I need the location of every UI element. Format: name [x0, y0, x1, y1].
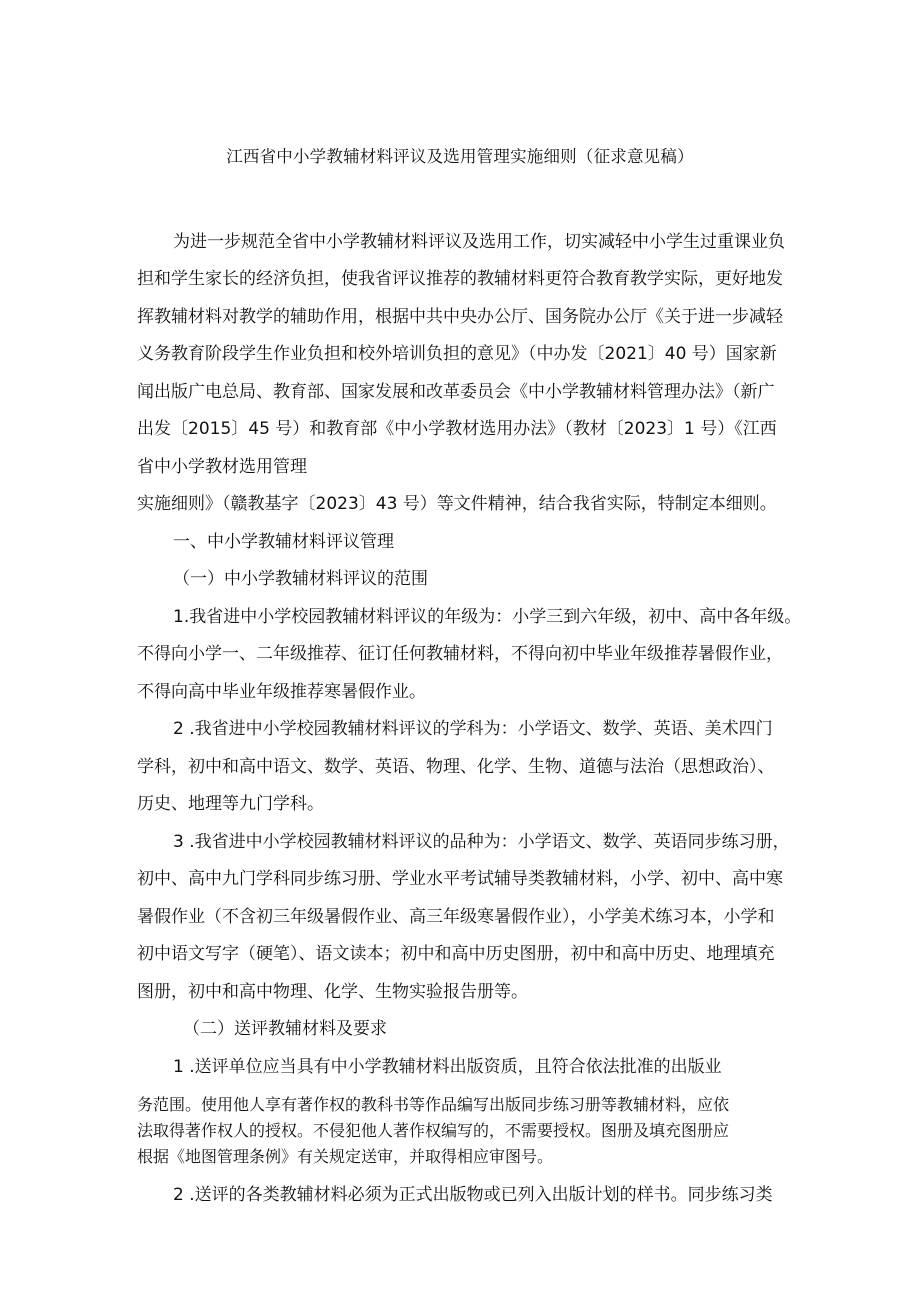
- paragraph-line: 图册，初中和高中物理、化学、生物实验报告册等。: [137, 982, 528, 1002]
- subsection-heading: （一）中小学教辅材料评议的范围: [173, 569, 428, 589]
- paragraph-line: 不得向高中毕业年级推荐寒暑假作业。: [137, 682, 426, 702]
- paragraph-line: 历史、地理等九门学科。: [137, 794, 324, 814]
- intro-line: 省中小学教材选用管理: [137, 457, 307, 477]
- paragraph-line: 法取得著作权人的授权。不侵犯他人著作权编写的，不需要授权。图册及填充图册应: [137, 1121, 730, 1140]
- subsection-heading: （二）送评教辅材料及要求: [183, 1019, 387, 1039]
- paragraph-line: 学科，初中和高中语文、数学、英语、物理、化学、生物、道德与法治（思想政治）、: [137, 757, 775, 777]
- paragraph-line: 1.我省进中小学校园教辅材料评议的年级为：小学三到六年级，初中、高中各年级。: [173, 607, 802, 627]
- intro-line: 担和学生家长的经济负担，使我省评议推荐的教辅材料更符合教育教学实际，更好地发: [137, 269, 783, 289]
- paragraph-line: 初中、高中九门学科同步练习册、学业水平考试辅导类教辅材料，小学、初中、高中寒: [137, 869, 783, 889]
- intro-line: 义务教育阶段学生作业负担和校外培训负担的意见》（中办发〔2021〕40 号）国家新: [137, 344, 777, 364]
- intro-line: 实施细则》（赣教基字〔2023〕43 号）等文件精神，结合我省实际，特制定本细则。: [137, 494, 777, 514]
- paragraph-line: 根据《地图管理条例》有关规定送审，并取得相应审图号。: [137, 1147, 554, 1166]
- paragraph-line: 暑假作业（不含初三年级暑假作业、高三年级寒暑假作业），小学美术练习本，小学和: [137, 907, 775, 927]
- intro-line: 出发〔2015〕45 号）和教育部《中小学教材选用办法》（教材〔2023〕1 号）《江西: [137, 419, 777, 439]
- paragraph-line: 务范围。使用他人享有著作权的教科书等作品编写出版同步练习册等教辅材料，应依: [137, 1095, 730, 1114]
- section-heading: 一、中小学教辅材料评议管理: [173, 532, 394, 552]
- paragraph-line: 2 .送评的各类教辅材料必须为正式出版物或已列入出版计划的样书。同步练习类: [173, 1185, 773, 1205]
- paragraph-line: 不得向小学一、二年级推荐、征订任何教辅材料，不得向初中毕业年级推荐暑假作业，: [137, 644, 783, 664]
- paragraph-line: 1 .送评单位应当具有中小学教辅材料出版资质，且符合依法批准的出版业: [173, 1057, 722, 1077]
- paragraph-line: 3 .我省进中小学校园教辅材料评议的品种为：小学语文、数学、英语同步练习册，: [173, 832, 790, 852]
- paragraph-line: 2 .我省进中小学校园教辅材料评议的学科为：小学语文、数学、英语、美术四门: [173, 719, 773, 739]
- intro-line: 闻出版广电总局、教育部、国家发展和改革委员会《中小学教辅材料管理办法》（新广: [137, 382, 775, 402]
- intro-line: 为进一步规范全省中小学教辅材料评议及选用工作，切实减轻中小学生过重课业负: [173, 232, 785, 252]
- document-title: 江西省中小学教辅材料评议及选用管理实施细则（征求意见稿）: [226, 147, 694, 166]
- intro-line: 挥教辅材料对教学的辅助作用，根据中共中央办公厅、国务院办公厅《关于进一步减轻: [137, 307, 783, 327]
- paragraph-line: 初中语文写字（硬笔）、语文读本；初中和高中历史图册，初中和高中历史、地理填充: [137, 944, 775, 964]
